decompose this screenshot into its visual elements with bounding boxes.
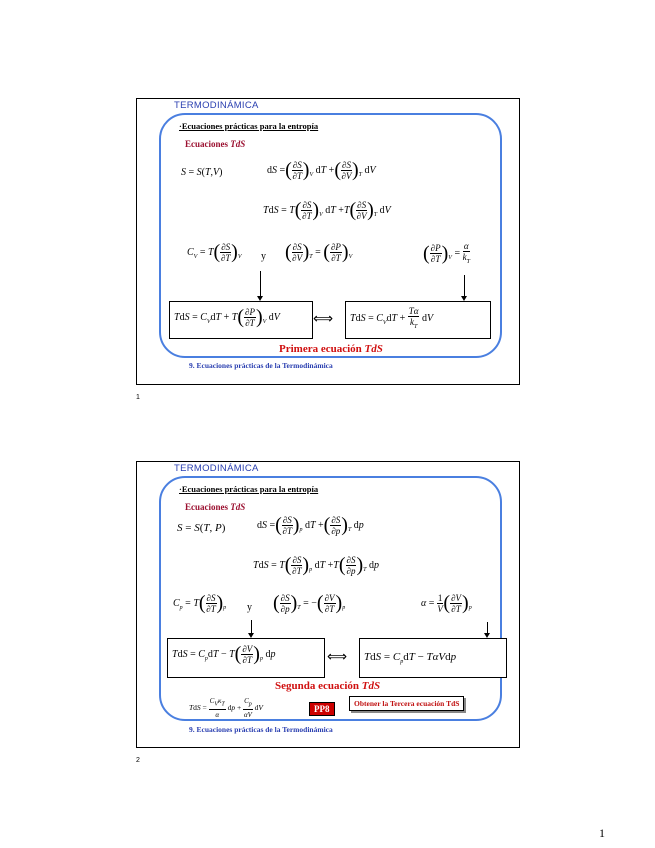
alpha-relation: ( $\frac{\partial P}{\partial T}$ )$_V$ = $\frac{\alpha}{k_T}$	[423, 241, 470, 265]
state-function: S = S(T,V)	[181, 167, 223, 178]
slide-heading: ·Ecuaciones prácticas para la entropía	[179, 121, 319, 131]
differential-dS: dS =( $\frac{\partial S}{\partial T}$ )$_V$ dT +( $\frac{\partial S}{\partial V}$ )$_T$ dV	[267, 159, 376, 181]
result-label: Primera ecuación TdS	[279, 343, 383, 355]
down-arrow-right	[464, 275, 465, 297]
differential-dS: dS =( $\frac{\partial S}{\partial T}$ )$_p$ dT +( $\frac{\partial S}{\partial p}$ )$_T$ dp	[257, 514, 364, 536]
slide-1	[136, 98, 520, 385]
maxwell-relation: ( $\frac{\partial S}{\partial V}$ )$_T$ = ( $\frac{\partial P}{\partial T}$ )$_V$	[285, 241, 353, 263]
down-arrow-left	[251, 620, 252, 634]
equation-TdS: TdS = T( $\frac{\partial S}{\partial T}$ )$_V$ dT +T( $\frac{\partial S}{\partial V}$ )$_T$ dV	[263, 199, 391, 221]
state-function: S = S(T, P)	[177, 522, 226, 534]
slide-footer: 9. Ecuaciones prácticas de la Termodinámica	[189, 361, 333, 370]
equation-box-right: TdS = $C_pdT - T\alpha Vdp$	[359, 638, 507, 678]
pp8-callout: Obtener la Tercera ecuación TdS	[349, 696, 464, 711]
third-equation: TdS = $\frac{C_V\kappa_T}{\alpha}$ dp + $\frac{C_p}{\alpha V}$ dV	[189, 697, 263, 720]
equivalence-arrow: ⟺	[313, 312, 334, 327]
equivalence-arrow: ⟺	[327, 650, 348, 665]
slide-footer: 9. Ecuaciones prácticas de la Termodinámica	[189, 725, 333, 734]
maxwell-relation: ( $\frac{\partial S}{\partial p}$ )$_T$ = −( $\frac{\partial V}{\partial T}$ )$_p$	[273, 592, 346, 614]
alpha-definition: α = $\frac{1}{V}$ ( $\frac{\partial V}{\partial T}$ )$_p$	[421, 592, 472, 614]
equation-box-right: TdS = $C_VdT$ + $\frac{T\alpha}{k_T}$ dV	[345, 301, 491, 339]
slide-number: 2	[136, 757, 140, 764]
pp8-badge[interactable]: PP8	[309, 702, 335, 716]
slide-heading: ·Ecuaciones prácticas para la entropía	[179, 484, 319, 494]
slide-2	[136, 461, 520, 748]
page-number: 1	[599, 826, 605, 840]
conjunction-y: y	[261, 251, 266, 262]
equation-TdS: TdS = T( $\frac{\partial S}{\partial T}$ )$_p$ dT +T( $\frac{\partial S}{\partial p}$ )$_T$ dp	[253, 554, 379, 576]
slide-subheading: Ecuaciones TdS	[185, 139, 246, 149]
slide-title: TERMODINÁMICA	[174, 463, 259, 474]
heat-capacity-cp: $C_p = T$( $\frac{\partial S}{\partial T}$ )$_p$	[173, 592, 227, 614]
heat-capacity-cv: $C_V = T$( $\frac{\partial S}{\partial T}$ )$_V$	[187, 241, 242, 263]
result-label: Segunda ecuación TdS	[275, 680, 381, 692]
slide-number: 1	[136, 394, 140, 401]
equation-box-left: TdS = $C_VdT + T$( $\frac{\partial P}{\partial T}$ )$_V$ dV	[169, 301, 313, 339]
slide-subheading: Ecuaciones TdS	[185, 502, 246, 512]
equation-box-left: TdS = $C_pdT - T$( $\frac{\partial V}{\partial T}$ )$_p$ dp	[167, 638, 325, 678]
down-arrow-right	[487, 622, 488, 634]
down-arrow-left	[260, 271, 261, 297]
conjunction-y: y	[247, 602, 252, 613]
slide-title: TERMODINÁMICA	[174, 100, 259, 111]
